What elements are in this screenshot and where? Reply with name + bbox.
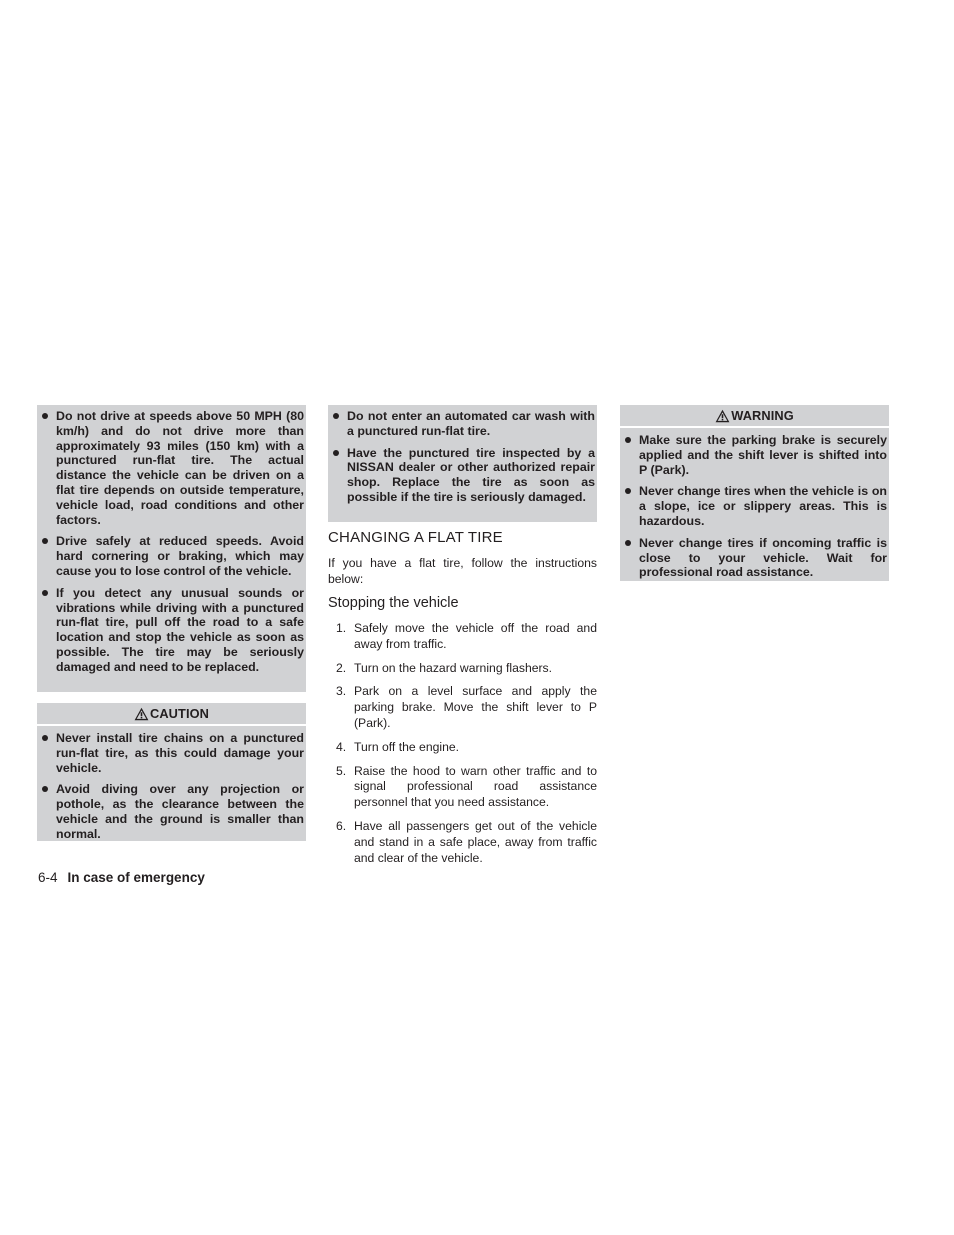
list-item: 4. Turn off the engine. — [336, 739, 460, 754]
warning-header — [620, 405, 889, 426]
run-flat-bullets-box — [37, 405, 306, 692]
warning-triangle-icon — [715, 409, 730, 423]
list-item: 1. Safely move the vehicle off the road and away from traffic. — [336, 621, 597, 651]
warning-triangle-icon — [134, 707, 149, 721]
car-wash-bullets-box — [328, 405, 597, 522]
list-item: Never change tires when the vehicle is on a slope, ice or slippery areas. This is hazardous. — [622, 484, 887, 528]
warning-body — [620, 428, 889, 581]
caution-title: CAUTION — [150, 706, 209, 721]
steps-list — [328, 621, 597, 874]
list-item: Make sure the parking brake is securely applied and the shift lever is shifted into P (Park). — [622, 433, 887, 477]
caution-header — [37, 703, 306, 724]
subsection-title: Stopping the vehicle — [328, 595, 459, 611]
list-item: Have the punctured tire inspected by a NISSAN dealer or other authorized repair shop. Replace the tire as soon as possible if the tire is seriously damaged. — [330, 446, 595, 505]
list-item: Do not enter an automated car wash with a punctured run-flat tire. — [330, 409, 595, 439]
list-item: 2. Turn on the hazard warning flashers. — [336, 660, 553, 675]
page-footer — [38, 870, 205, 885]
warning-title: WARNING — [731, 408, 794, 423]
page-number: 6-4 — [38, 870, 58, 885]
intro-paragraph: If you have a flat tire, follow the instructions below: — [328, 556, 597, 586]
list-item: 3. Park on a level surface and apply the parking brake. Move the shift lever to P (Park). — [336, 684, 597, 730]
list-item: Never install tire chains on a punctured run-flat tire, as this could damage your vehicle. — [39, 731, 304, 775]
list-item: 6. Have all passengers get out of the vehicle and stand in a safe place, away from traffic and clear of the vehicle. — [336, 818, 597, 865]
list-item: 5. Raise the hood to warn other traffic and to signal professional road assistance personnel that you need assistance. — [336, 763, 597, 810]
run-flat-bullet-list — [39, 409, 304, 675]
warning-box — [620, 405, 889, 581]
list-item: Do not drive at speeds above 50 MPH (80 km/h) and do not drive more than approximately 93 miles (150 km) with a punctured run-flat tire. The actual distance the vehicle can be driven on a flat tire depends on outside temperature, vehicle load, road conditions and other factors. — [39, 409, 304, 527]
caution-body — [37, 726, 306, 841]
list-item: Drive safely at reduced speeds. Avoid hard cornering or braking, which may cause you to lose control of the vehicle. — [39, 534, 304, 578]
list-item: Never change tires if oncoming traffic is close to your vehicle. Wait for professional road assistance. — [622, 536, 887, 580]
caution-box — [37, 703, 306, 841]
car-wash-bullet-list — [330, 409, 595, 505]
caution-bullet-list — [39, 731, 304, 842]
list-item: Avoid diving over any projection or pothole, as the clearance between the vehicle and the ground is smaller than normal. — [39, 782, 304, 841]
section-title: CHANGING A FLAT TIRE — [328, 529, 503, 546]
warning-bullet-list — [622, 433, 887, 580]
list-item: If you detect any unusual sounds or vibrations while driving with a punctured run-flat tire, pull off the road to a safe location and stop the vehicle as soon as possible. The tire may be seriously damaged and need to be replaced. — [39, 586, 304, 675]
chapter-title: In case of emergency — [67, 870, 205, 885]
